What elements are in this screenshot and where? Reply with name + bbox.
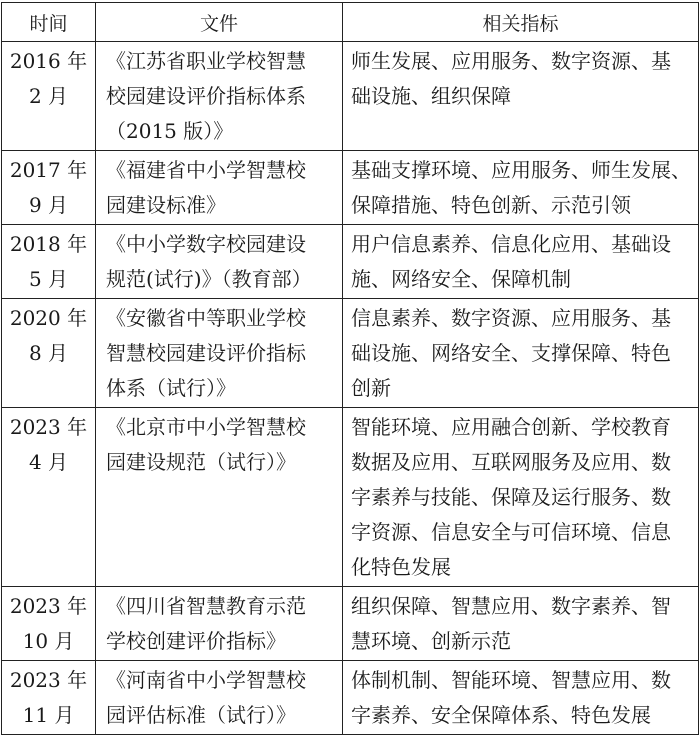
table-header-row [2,3,699,42]
document-line: 园建设规范（试行）》 [106,450,296,474]
time-line: 2016 年 [9,49,88,73]
header-indicators: 相关指标 [343,3,699,42]
time-cell [2,661,96,735]
document-line: 《四川省智慧教育示范 [106,594,306,618]
table-row [2,42,699,151]
indicators-line: 字素养与技能、保障及运行服务、数 [351,485,671,509]
document-cell [96,225,343,299]
table-row [2,151,699,225]
indicators-line: 基础支撑环境、应用服务、师生发展、 [351,158,691,182]
indicators-line: 保障措施、特色创新、示范引领 [351,193,631,217]
document-cell [96,42,343,151]
time-cell [2,587,96,661]
document-line: 学校创建评价指标》 [106,629,286,653]
document-line: 体系（试行）》 [106,376,236,400]
time-line: 2023 年 [9,415,88,439]
time-line: 2023 年 [9,668,88,692]
indicators-line: 施、网络安全、保障机制 [351,267,571,291]
time-cell [2,151,96,225]
indicators-line: 用户信息素养、信息化应用、基础设 [351,232,671,256]
time-line: 10 月 [22,629,75,653]
document-cell [96,408,343,587]
indicators-line: 础设施、组织保障 [351,84,511,108]
document-line: 《福建省中小学智慧校 [106,158,306,182]
table-row [2,299,699,408]
indicators-cell [343,299,699,408]
indicators-cell [343,661,699,735]
indicators-line: 慧环境、创新示范 [351,629,511,653]
indicators-cell [343,151,699,225]
indicators-line: 师生发展、应用服务、数字资源、基 [351,49,671,73]
document-line: 校园建设评价指标体系 [106,84,306,108]
document-line: 《江苏省职业学校智慧 [106,49,306,73]
header-time: 时间 [2,3,96,42]
time-line: 11 月 [22,703,75,727]
time-cell [2,408,96,587]
document-line: 园评估标准（试行）》 [106,703,296,727]
indicators-line: 体制机制、智能环境、智慧应用、数 [351,668,671,692]
time-line: 4 月 [28,450,69,474]
indicators-cell [343,587,699,661]
indicators-line: 组织保障、智慧应用、数字素养、智 [351,594,671,618]
indicators-line: 智能环境、应用融合创新、学校教育 [351,415,671,439]
indicators-line: 础设施、网络安全、支撑保障、特色 [351,341,671,365]
header-document: 文件 [96,3,343,42]
indicators-line: 字资源、信息安全与可信环境、信息 [351,520,671,544]
standards-table [1,2,699,735]
document-line: 《北京市中小学智慧校 [106,415,306,439]
table-row [2,408,699,587]
table-body [2,42,699,735]
time-cell [2,42,96,151]
time-line: 5 月 [28,267,69,291]
table-row [2,661,699,735]
document-line: 《河南省中小学智慧校 [106,668,306,692]
time-line: 2 月 [28,84,69,108]
indicators-cell [343,42,699,151]
indicators-line: 字素养、安全保障体系、特色发展 [351,703,651,727]
time-line: 2018 年 [9,232,88,256]
indicators-cell [343,225,699,299]
time-line: 2023 年 [9,594,88,618]
document-cell [96,587,343,661]
document-line: 《安徽省中等职业学校 [106,306,306,330]
indicators-line: 信息素养、数字资源、应用服务、基 [351,306,671,330]
time-cell [2,225,96,299]
document-line: （2015 版）》 [106,119,234,143]
time-cell [2,299,96,408]
document-line: 智慧校园建设评价指标 [106,341,306,365]
table-row [2,225,699,299]
indicators-line: 创新 [351,376,391,400]
document-cell [96,299,343,408]
document-cell [96,661,343,735]
indicators-cell [343,408,699,587]
time-line: 2020 年 [9,306,88,330]
indicators-line: 数据及应用、互联网服务及应用、数 [351,450,671,474]
time-line: 9 月 [28,193,69,217]
document-cell [96,151,343,225]
time-line: 2017 年 [9,158,88,182]
document-line: 《中小学数字校园建设 [106,232,306,256]
indicators-line: 化特色发展 [351,555,451,579]
document-line: 园建设标准》 [106,193,226,217]
table-row [2,587,699,661]
time-line: 8 月 [28,341,69,365]
document-line: 规范(试行)》（教育部） [106,267,312,291]
